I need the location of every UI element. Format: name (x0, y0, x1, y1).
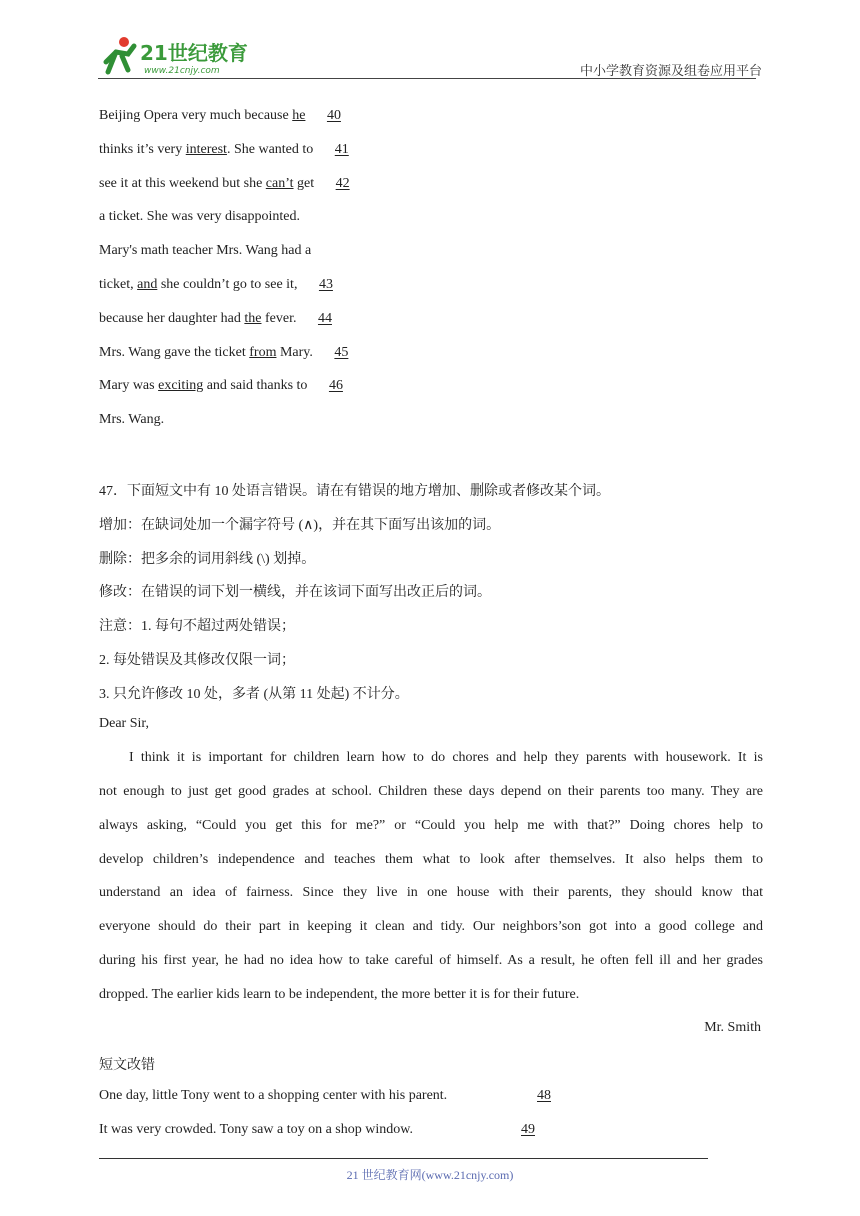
letter-line: develop children’s independence and teaches them what to look after themselves. It also helps them to (99, 852, 763, 867)
question-title: 47．下面短文中有 10 处语言错误。请在有错误的地方增加、删除或者修改某个词。 (99, 484, 610, 499)
answer-blank[interactable]: 41 (334, 142, 349, 157)
poem-line: Mrs. Wang gave the ticket from Mary. 45 (99, 345, 349, 360)
letter-line: everyone should do their part in keeping it clean and tidy. Our neighbors’son got into a good college and (99, 919, 763, 934)
poem-line: Mary's math teacher Mrs. Wang had a (99, 243, 312, 258)
site-logo (94, 34, 264, 78)
logo-main-text: 21世纪教育 (140, 41, 248, 65)
answer-blank[interactable]: 46 (328, 378, 343, 393)
letter-line: understand an idea of fairness. Since they live in one house with their parents, they should know that (99, 885, 763, 900)
letter-line: during his first year, he had no idea how to take careful of himself. As a result, he often fell ill and her grades (99, 953, 763, 968)
exercise-line: One day, little Tony went to a shopping center with his parent. (99, 1088, 448, 1103)
exercise-line: It was very crowded. Tony saw a toy on a shop window. (99, 1122, 413, 1137)
runner-icon (106, 37, 134, 72)
letter-greeting: Dear Sir, (99, 716, 149, 731)
letter-line: always asking, “Could you get this for me?” or “Could you help me with that?” Doing chores help to (99, 818, 763, 833)
letter-line: I think it is important for children learn how to do chores and help they parents with housework. It is (129, 750, 763, 765)
instruction-modify: 修改：在错误的词下划一横线，并在该词下面写出改正后的词。 (99, 585, 491, 600)
answer-blank[interactable]: 42 (335, 176, 350, 191)
answer-blank[interactable]: 43 (318, 277, 333, 292)
poem-line: Mary was exciting and said thanks to 46 (99, 378, 343, 393)
platform-tagline: 中小学教育资源及组卷应用平台 (580, 63, 763, 78)
answer-blank[interactable]: 48 (537, 1088, 551, 1103)
poem-line: because her daughter had the fever. 44 (99, 311, 332, 326)
footer-text: 21 世纪教育网(www.21cnjy.com) (346, 1168, 514, 1182)
instruction-add: 增加：在缺词处加一个漏字符号 (∧)，并在其下面写出该加的词。 (99, 518, 501, 533)
poem-line: see it at this weekend but she can’t get 42 (99, 176, 350, 191)
poem-line: thinks it’s very interest. She wanted to 41 (99, 142, 349, 157)
poem-line: Beijing Opera very much because he 40 (99, 108, 341, 123)
footer-divider (99, 1158, 708, 1159)
instruction-delete: 删除：把多余的词用斜线 (\) 划掉。 (99, 552, 316, 567)
answer-blank[interactable]: 40 (326, 108, 341, 123)
letter-signature: Mr. Smith (704, 1020, 761, 1035)
answer-blank[interactable]: 44 (317, 311, 332, 326)
header-divider (98, 78, 756, 79)
note-3: 3. 只允许修改 10 处，多者 (从第 11 处起) 不计分。 (99, 687, 409, 702)
letter-line: dropped. The earlier kids learn to be independent, the more better it is for their future. (99, 987, 580, 1002)
logo-url-text: www.21cnjy.com (144, 66, 220, 76)
note-1: 注意：1. 每句不超过两处错误； (99, 619, 295, 634)
poem-line: Mrs. Wang. (99, 412, 165, 427)
answer-blank[interactable]: 45 (334, 345, 349, 360)
section-title: 短文改错 (99, 1058, 155, 1073)
letter-line: not enough to just get good grades at school. Children these days depend on their parents too many. They are (99, 784, 763, 799)
poem-line: ticket, and she couldn’t go to see it, 43 (99, 277, 333, 292)
answer-blank[interactable]: 49 (521, 1122, 535, 1137)
poem-line: a ticket. She was very disappointed. (99, 209, 301, 224)
note-2: 2. 每处错误及其修改仅限一词； (99, 653, 295, 668)
